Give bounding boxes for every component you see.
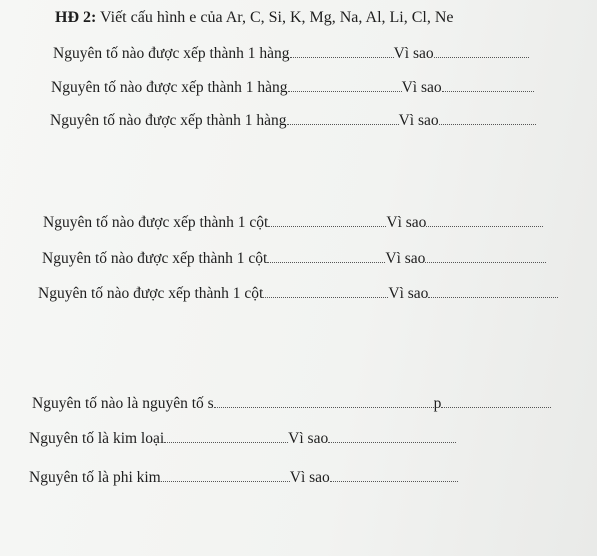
answer-blank (267, 248, 385, 263)
why-label: Vì sao (401, 79, 442, 96)
answer-blank (268, 212, 386, 227)
question-row-3 (50, 110, 536, 131)
question-row-1 (53, 43, 529, 64)
why-label: Vì sao (393, 45, 434, 62)
question-col-2 (42, 248, 546, 269)
why-label: Vì sao (388, 285, 429, 302)
question-text: Nguyên tố nào được xếp thành 1 hàng (53, 45, 290, 62)
reason-blank (428, 283, 558, 298)
answer-blank (287, 110, 399, 125)
reason-blank (442, 77, 534, 92)
question-text: Nguyên tố nào được xếp thành 1 hàng (50, 112, 287, 129)
reason-blank (330, 467, 458, 482)
answer-blank (164, 428, 288, 443)
answer-blank (290, 43, 394, 58)
question-text: Nguyên tố là phi kim (29, 469, 161, 486)
question-col-1 (43, 212, 543, 233)
question-text: Nguyên tố nào là nguyên tố s (32, 395, 214, 412)
question-text: Nguyên tố nào được xếp thành 1 cột (43, 214, 269, 231)
reason-blank (328, 428, 456, 443)
reason-blank (439, 110, 536, 125)
answer-blank-p (441, 393, 551, 408)
question-text: Nguyên tố nào được xếp thành 1 hàng (51, 79, 288, 96)
answer-blank-s (214, 393, 434, 408)
answer-blank (161, 467, 290, 482)
why-label: Vì sao (386, 214, 427, 231)
activity-label: HĐ 2: (55, 9, 97, 26)
why-label: Vì sao (289, 469, 330, 486)
why-label: Vì sao (385, 250, 426, 267)
why-label: Vì sao (398, 112, 439, 129)
question-row-2 (51, 77, 534, 98)
answer-blank (263, 283, 388, 298)
question-text: Nguyên tố nào được xếp thành 1 cột (38, 285, 264, 302)
question-text: Nguyên tố là kim loại (29, 430, 165, 447)
reason-blank (425, 248, 546, 263)
activity-instruction: Viết cấu hình e của Ar, C, Si, K, Mg, Na, Al, Li, Cl, Ne (96, 9, 454, 26)
activity-title (55, 8, 454, 28)
question-col-3 (38, 283, 558, 304)
answer-blank (288, 77, 402, 92)
reason-blank (426, 212, 543, 227)
why-label: Vì sao (288, 430, 329, 447)
question-nonmetal (29, 467, 458, 488)
p-label: p (433, 395, 442, 412)
reason-blank (434, 43, 529, 58)
question-metal (29, 428, 456, 449)
question-text: Nguyên tố nào được xếp thành 1 cột (42, 250, 268, 267)
question-s-p (32, 393, 551, 414)
